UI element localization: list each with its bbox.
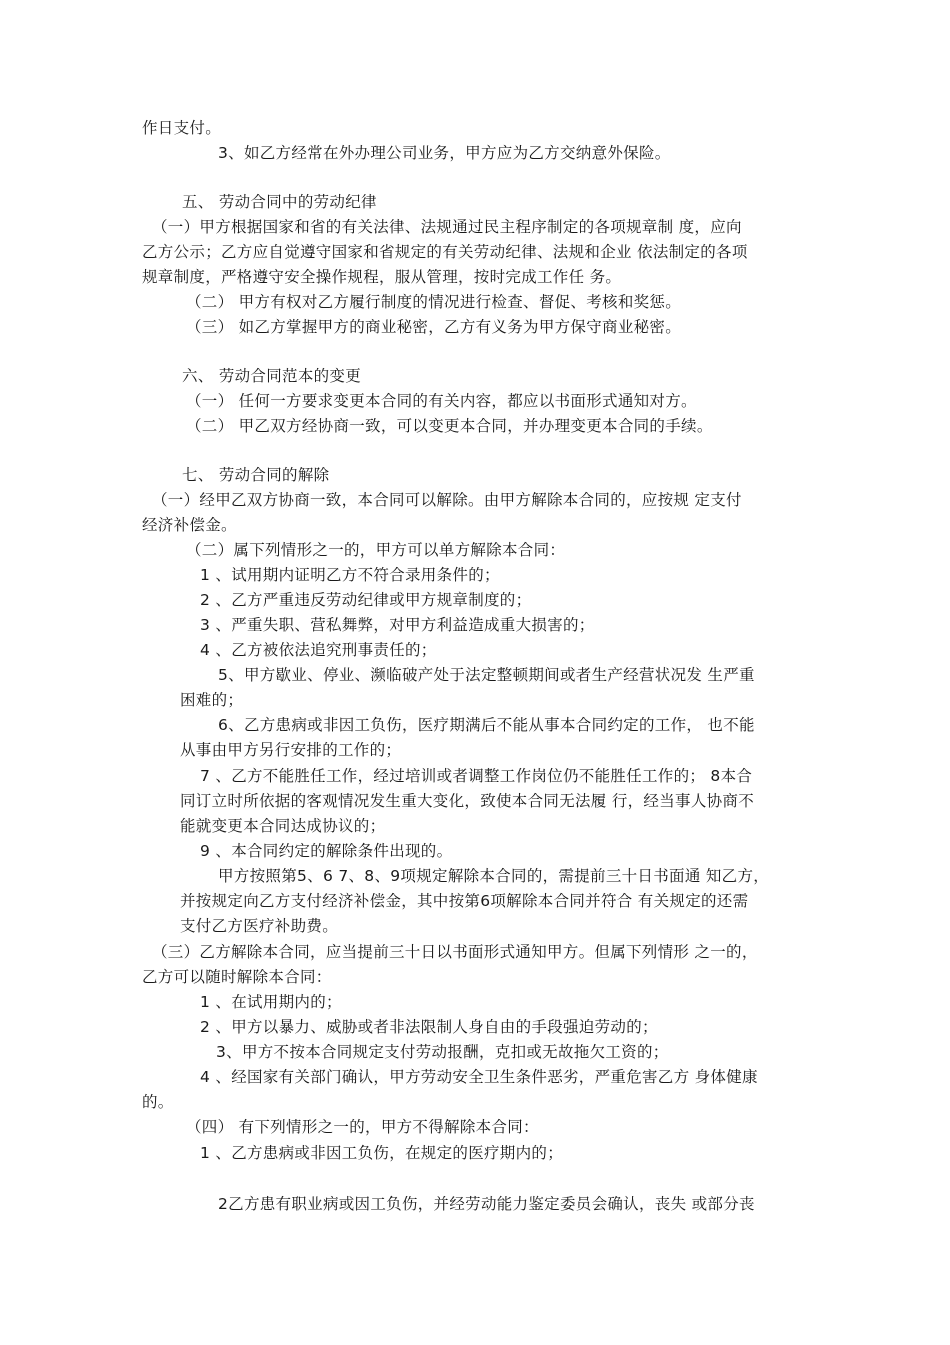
text-line: （一） 任何一方要求变更本合同的有关内容，都应以书面形式通知对方。: [186, 392, 697, 410]
section-heading: 六、 劳动合同范本的变更: [182, 367, 362, 385]
text-line: 乙方可以随时解除本合同：: [142, 968, 332, 986]
text-line: （二） 甲方有权对乙方履行制度的情况进行检查、督促、考核和奖惩。: [186, 293, 682, 311]
text-line: 支付乙方医疗补助费。: [180, 917, 339, 935]
list-item: 2 、乙方严重违反劳动纪律或甲方规章制度的；: [200, 591, 532, 609]
text-line: 经济补偿金。: [142, 516, 237, 534]
list-item: 1 、乙方患病或非因工负伤，在规定的医疗期内的；: [200, 1144, 563, 1162]
list-item: 2乙方患有职业病或因工负伤，并经劳动能力鉴定委员会确认，丧失 或部分丧: [218, 1195, 755, 1213]
text-line: 并按规定向乙方支付经济补偿金，其中按第6项解除本合同并符合 有关规定的还需: [180, 892, 749, 910]
list-item: 7 、乙方不能胜任工作，经过培训或者调整工作岗位仍不能胜任工作的； 8本合: [200, 767, 753, 785]
text-line: 的。: [142, 1093, 174, 1111]
list-item: 1 、试用期内证明乙方不符合录用条件的；: [200, 566, 500, 584]
list-item: 1 、在试用期内的；: [200, 993, 342, 1011]
text-line: （三）乙方解除本合同，应当提前三十日以书面形式通知甲方。但属下列情形 之一的，: [152, 943, 758, 961]
section-heading: 五、 劳动合同中的劳动纪律: [182, 193, 377, 211]
text-line: 困难的；: [180, 691, 244, 709]
text-line: 作日支付。: [142, 119, 222, 137]
list-item: 4 、经国家有关部门确认，甲方劳动安全卫生条件恶劣，严重危害乙方 身体健康: [200, 1068, 758, 1086]
text-line: 乙方公示；乙方应自觉遵守国家和省规定的有关劳动纪律、法规和企业 依法制定的各项: [142, 243, 748, 261]
list-item: 5、甲方歇业、停业、濒临破产处于法定整顿期间或者生产经营状况发 生严重: [218, 666, 755, 684]
text-line: （三） 如乙方掌握甲方的商业秘密，乙方有义务为甲方保守商业秘密。: [186, 318, 682, 336]
text-line: 规章制度，严格遵守安全操作规程，服从管理，按时完成工作任 务。: [142, 268, 622, 286]
text-line: 从事由甲方另行安排的工作的；: [180, 741, 402, 759]
list-item: 6、乙方患病或非因工负伤，医疗期满后不能从事本合同约定的工作， 也不能: [218, 716, 755, 734]
list-item: 9 、本合同约定的解除条件出现的。: [200, 842, 453, 860]
text-line: 3、如乙方经常在外办理公司业务，甲方应为乙方交纳意外保险。: [218, 144, 671, 162]
text-line: （二）属下列情形之一的，甲方可以单方解除本合同：: [186, 541, 566, 559]
list-item: 3 、严重失职、营私舞弊，对甲方利益造成重大损害的；: [200, 616, 595, 634]
list-item: 4 、乙方被依法追究刑事责任的；: [200, 641, 437, 659]
text-line: （一）经甲乙双方协商一致，本合同可以解除。由甲方解除本合同的，应按规 定支付: [152, 491, 742, 509]
list-item: 2 、甲方以暴力、威胁或者非法限制人身自由的手段强迫劳动的；: [200, 1018, 658, 1036]
text-line: 同订立时所依据的客观情况发生重大变化，致使本合同无法履 行，经当事人协商不: [180, 792, 755, 810]
text-line: （二） 甲乙双方经协商一致，可以变更本合同，并办理变更本合同的手续。: [186, 417, 713, 435]
list-item: 3、甲方不按本合同规定支付劳动报酬，克扣或无故拖欠工资的；: [216, 1043, 669, 1061]
text-line: （一）甲方根据国家和省的有关法律、法规通过民主程序制定的各项规章制 度，应向: [152, 218, 742, 236]
text-line: 能就变更本合同达成协议的；: [180, 817, 386, 835]
text-line: （四） 有下列情形之一的，甲方不得解除本合同：: [186, 1118, 539, 1136]
section-heading: 七、 劳动合同的解除: [182, 466, 330, 484]
text-line: 甲方按照第5、6 7、8、9项规定解除本合同的，需提前三十日书面通 知乙方，: [218, 867, 770, 885]
